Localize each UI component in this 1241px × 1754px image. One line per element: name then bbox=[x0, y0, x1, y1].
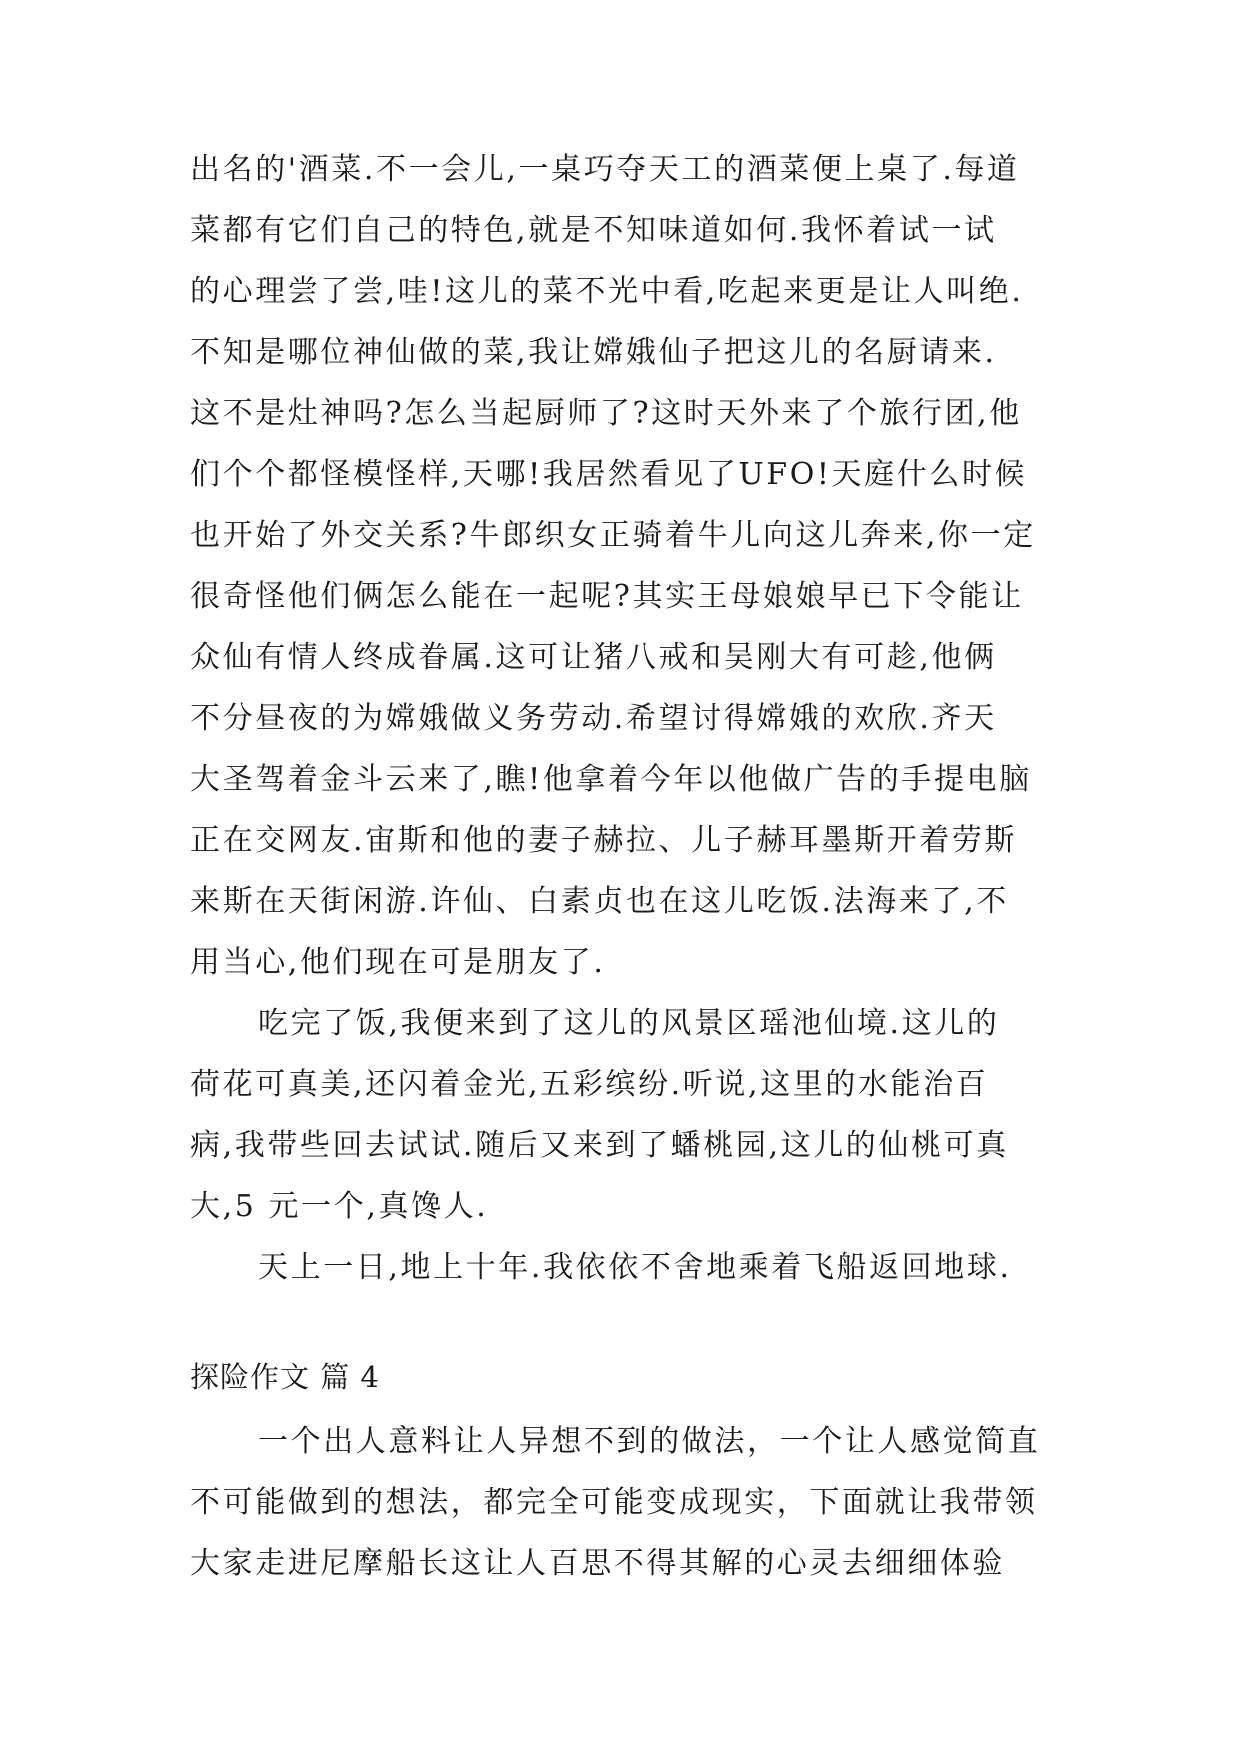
paragraph-1-line-14: 用当心,他们现在可是朋友了. bbox=[190, 945, 606, 980]
paragraph-1-line-9: 众仙有情人终成眷属.这可让猪八戒和吴刚大有可趁,他俩 bbox=[190, 640, 997, 675]
paragraph-1-line-10: 不分昼夜的为嫦娥做义务劳动.希望讨得嫦娥的欢欣.齐天 bbox=[190, 701, 997, 736]
paragraph-2-line-1: 吃完了饭,我便来到了这儿的风景区瑶池仙境.这儿的 bbox=[258, 1006, 1000, 1041]
paragraph-1-line-7: 也开始了外交关系?牛郎织女正骑着牛儿向这儿奔来,你一定 bbox=[190, 518, 1036, 553]
paragraph-2-line-4: 大,5 元一个,真馋人. bbox=[190, 1189, 489, 1224]
paragraph-1-line-3: 的心理尝了尝,哇!这儿的菜不光中看,吃起来更是让人叫绝. bbox=[190, 274, 1024, 309]
paragraph-1-line-11: 大圣驾着金斗云来了,瞧!他拿着今年以他做广告的手提电脑 bbox=[190, 762, 1032, 797]
paragraph-1-line-12: 正在交网友.宙斯和他的妻子赫拉、儿子赫耳墨斯开着劳斯 bbox=[190, 823, 1018, 858]
paragraph-3-line-1: 天上一日,地上十年.我依依不舍地乘着飞船返回地球. bbox=[258, 1250, 1012, 1285]
section-4-line-2: 不可能做到的想法，都完全可能变成现实，下面就让我带领 bbox=[190, 1485, 1038, 1520]
paragraph-2-line-3: 病,我带些回去试试.随后又来到了蟠桃园,这儿的仙桃可真 bbox=[190, 1128, 1009, 1163]
section-heading: 探险作文 篇 4 bbox=[190, 1360, 380, 1394]
paragraph-1-line-2: 菜都有它们自己的特色,就是不知味道如何.我怀着试一试 bbox=[190, 213, 997, 248]
paragraph-1-line-6: 们个个都怪模怪样,天哪!我居然看见了UFO!天庭什么时候 bbox=[190, 457, 1028, 492]
paragraph-2-line-2: 荷花可真美,还闪着金光,五彩缤纷.听说,这里的水能治百 bbox=[190, 1067, 989, 1102]
paragraph-1-line-1: 出名的'酒菜.不一会儿,一桌巧夺天工的酒菜便上桌了.每道 bbox=[190, 152, 1020, 187]
paragraph-1-line-5: 这不是灶神吗?怎么当起厨师了?这时天外来了个旅行团,他 bbox=[190, 396, 1022, 431]
section-4-line-1: 一个出人意料让人异想不到的做法，一个让人感觉简直 bbox=[258, 1424, 1041, 1459]
section-4-line-3: 大家走进尼摩船长这让人百思不得其解的心灵去细细体验 bbox=[190, 1546, 1005, 1581]
paragraph-1-line-8: 很奇怪他们俩怎么能在一起呢?其实王母娘娘早已下令能让 bbox=[190, 579, 1024, 614]
paragraph-1-line-4: 不知是哪位神仙做的菜,我让嫦娥仙子把这儿的名厨请来. bbox=[190, 335, 997, 370]
paragraph-1-line-13: 来斯在天街闲游.许仙、白素贞也在这儿吃饭.法海来了,不 bbox=[190, 884, 1009, 919]
